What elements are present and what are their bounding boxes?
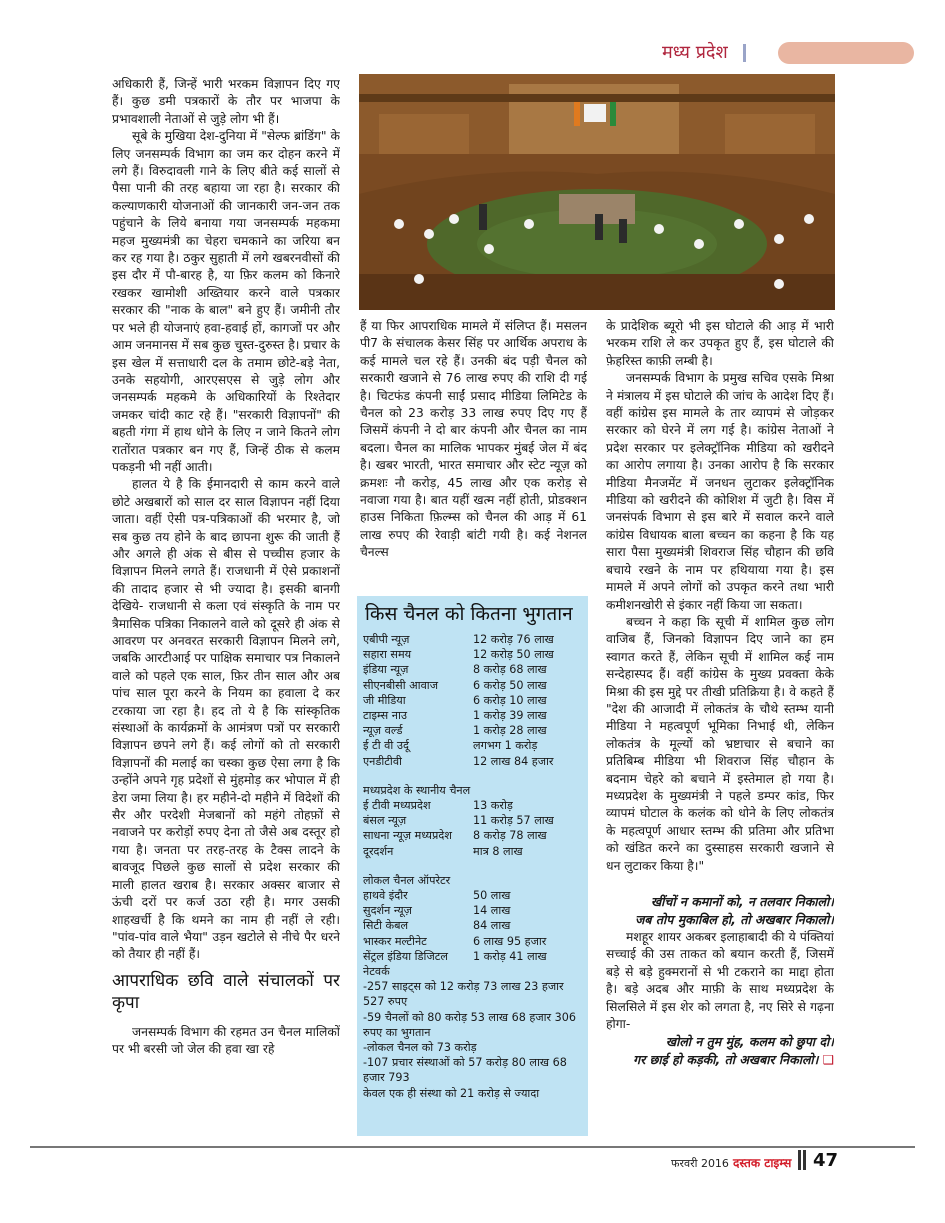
channel-amount: मात्र 8 लाख: [473, 844, 523, 858]
table-row: [363, 903, 582, 918]
issue-date: फरवरी 2016: [671, 1157, 729, 1170]
note-line: -107 प्रचार संस्थाओं को 57 करोड़ 80 लाख 68 हजार 793: [363, 1056, 567, 1085]
note-line: -59 चैनलों को 80 करोड़ 53 लाख 68 हजार 306 रुपए का भुगतान: [363, 1010, 577, 1039]
paragraph: के प्रादेशिक ब्यूरो भी इस घोटाले की आड़ में भारी भरकम राशि ले कर उपकृत हुए हैं, इस घोटाले की फ़ेहरिस्त काफ़ी लम्बी है।: [606, 319, 834, 368]
channel-name: जी मीडिया: [363, 693, 406, 707]
channel-amount: 6 करोड़ 50 लाख: [473, 678, 547, 692]
subheading: आपराधिक छवि वाले संचालकों पर कृपा: [112, 970, 340, 1013]
table-row: [363, 723, 582, 738]
channel-name: हाथवे इंदौर: [363, 889, 408, 903]
paragraph: बच्चन ने कहा कि सूची में शामिल कुछ लोग वाजिब हैं, जिनको विज्ञापन दिए जाने का हम स्वागत करते हैं, लेकिन सूची में शामिल कई नाम सन्देहास्पद हैं। वहीं कांग्रेस के मुख्य प्रवक्ता केके मिश्रा की इस मुद्दे पर तीखी प्रतिक्रिया है। वे कहते हैं "देश की आजादी में लोकतंत्र के चौथे स्तम्भ यानी मीडिया ने महत्वपूर्ण भूमिका निभाई थी, लेकिन लोकतंत्र के मूल्यों को भ्रष्टाचार से बचाने का प्रतिबिम्ब मीडिया भी शिवराज सिंह चौहान के बदनाम चेहरे को बचाने में इस्तेमाल हो गया है। मध्यप्रदेश के मुख्यमंत्री ने पहले डम्पर कांड, फिर व्यापमं घोटाल के कलंक को धोने के लिए लोकतंत्र के महत्वपूर्ण आधार स्तम्भ की प्रतिमा और प्रतिभा को खंडित करने का दुस्साहस सरकारी खजाने से धन लुटाकर किया है।": [606, 614, 834, 873]
table-row: [363, 844, 582, 859]
channel-amount: 13 करोड़: [473, 799, 513, 813]
table-row: [363, 647, 582, 662]
table-row: [363, 828, 582, 843]
paragraph: अधिकारी हैं, जिन्हें भारी भरकम विज्ञापन दिए गए हैं। कुछ डमी पत्रकारों के तौर पर भाजपा के प्रभावशाली नेताओं से जुड़े लोग भी हैं।: [112, 77, 340, 126]
payment-notes: [357, 979, 588, 1101]
channel-amount: 84 लाख: [473, 919, 511, 933]
channel-name: न्यूज़ वर्ल्ड: [363, 724, 403, 738]
table-row: [363, 678, 582, 693]
state-channels-heading: मध्यप्रदेश के स्थानीय चैनल: [363, 783, 471, 797]
table-row: [363, 934, 582, 949]
paragraph: मशहूर शायर अकबर इलाहाबादी की ये पंक्तियां सच्चाई की उस ताकत को बयान करती हैं, जिसमें बड़े से बड़े हुक्मरानों से भी टकराने का माद्दा होता है। बड़े अदब और माफ़ी के साथ मध्यप्रदेश के सिलसिले में इस शेर को लगता है, नए सिरे से गढ़ना होगा-: [606, 930, 834, 1032]
table-row: [363, 754, 582, 769]
channel-amount: 14 लाख: [473, 904, 511, 918]
assembly-hall-photo: [359, 74, 835, 310]
table-row: [363, 949, 582, 964]
spacer: [606, 875, 834, 893]
channel-amount: लगभग 1 करोड़: [473, 739, 538, 753]
section-divider: [743, 44, 746, 62]
couplet-line-with-end: [606, 1051, 834, 1069]
table-row: [363, 798, 582, 813]
channel-amount: 12 करोड़ 76 लाख: [473, 633, 554, 646]
page-number: 47: [813, 1150, 839, 1171]
channel-name: ई टीवी मध्यप्रदेश: [363, 799, 431, 813]
paragraph: हालत ये है कि ईमानदारी से काम करने वाले छोटे अखबारों को साल दर साल विज्ञापन नहीं दिया जाता। वहीं ऐसी पत्र-पत्रिकाओं की भरमार है, जो सब कुछ तय होने के बाद छापना शुरू की जाती हैं और अगले ही अंक से बीस से पच्चीस हजार के विज्ञापन मिलने लगते हैं। राजधानी में ऐसे प्रकाशनों की तादाद हजार से भी ज्यादा है। इसकी बानगी देखिये- राजधानी से कला एवं संस्कृति के नाम पर त्रैमासिक पत्रिका निकालने वाले को दूसरे ही अंक से आवरण पर अनवरत सरकारी विज्ञापन मिलने लगे, जबकि आरटीआई पर पाक्षिक समाचार पत्र निकालने वाले को पहले एक साल, फ़िर तीन साल और अब पांच साल पूरा करने के नियम का हवाला दे कर टरकाया जा रहा है। हद तो ये है कि सांस्कृतिक संस्थाओं के कार्यक्रमों के आमंत्रण पत्रों पर सरकारी विज्ञापन छपने लगे हैं। कई लोगों को तो सरकारी विज्ञापनों की मलाई का चस्का कुछ ऐसा लगा है कि उन्होंने अपने गृह प्रदेशों से मुंहमोड़ कर भोपाल में ही डेरा जमा लिया है। हर महीने-दो महीने में विदेशों की सैर और परदेशी मेजबानों को महंगे तोहफ़ों से नवाजने पर करोड़ों रुपए देना तो जैसे अब दस्तूर हो गया है। जनता पर तरह-तरह के टैक्स लादने के बावजूद पिछले कुछ सालों से प्रदेश सरकार की माली हालत खराब है। सरकार अक्सर बाजार से ऊंची दरों पर कर्ज उठा रही है। मगर उसकी शाहखर्ची है कि थमने का नाम ही नहीं ले रही। "पांव-पांव वाले भैया" उड़न खटोले से नीचे पैर धरने को तैयार ही नहीं हैं।: [112, 477, 340, 962]
channel-name: दूरदर्शन: [363, 844, 394, 858]
table-row: [363, 738, 582, 753]
channel-name: सिटी केबल: [363, 919, 409, 933]
section-pill-decoration: [778, 42, 914, 64]
table-row: [363, 693, 582, 708]
table-row: [363, 813, 582, 828]
channel-name: सहारा समय: [363, 648, 412, 662]
network-label: नेटवर्क: [363, 965, 390, 979]
couplet-line: खोलो न तुम मुंह, कलम को छुपा दो।: [665, 1034, 834, 1050]
end-mark-icon: ❑: [822, 1052, 834, 1068]
couplet-line: जब तोप मुकाबिल हो, तो अखबार निकालो।: [635, 912, 834, 927]
channel-name: बंसल न्यूज़: [363, 814, 407, 828]
paragraph: सूबे के मुखिया देश-दुनिया में "सेल्फ ब्रांडिंग" के लिए जनसम्पर्क विभाग का जम कर दोहन करने में लगे हैं। विरुदावली गाने के लिए बीते कई सालों से पैसा पानी की तरह बहाया जा रहा है। सरकार की कल्याणकारी योजनाओं की जानकारी जन-जन तक पहुंचाने के लिये बनाया गया जनसम्पर्क महकमा महज मुख्यमंत्री का चेहरा चमकाने का जरिया बन कर रह गया है। ठकुर सुहाती में लगे खबरनवीसों की इस दौर में पौ-बारह है, या फ़िर कलम को किनारे रखकर खामोशी अख्तियार करने वाले पत्रकार सरकार की "नाक के बाल" बने हुए हैं। जमीनी तौर पर भले ही योजनाएं हवा-हवाई हों, कागजों पर और आम जनमानस में सब कुछ चुस्त-दुरुस्त है। प्रचार के इस खेल में सत्ताधारी दल के तमाम छोटे-बड़े नेता, उनके सहयोगी, आरएसएस से जुड़े लोग और जनसम्पर्क महकमे के अधिकारियों के रिश्तेदार जमकर चांदी काट रहे हैं। "सरकारी विज्ञापनों" की बहती गंगा में हाथ धोने के लिए न जाने कितने लोग रातोंरात पत्रकार बन गए हैं, जिन्हें ठीक से कलम पकड़नी भी नहीं आती।: [112, 129, 340, 474]
couplet-text: गर छाई हो कड़की, तो अखबार निकालो।: [633, 1052, 819, 1068]
paragraph: जनसम्पर्क विभाग की रहमत उन चैनल मालिकों पर भी बरसी जो जेल की हवा खा रहे: [112, 1024, 340, 1057]
channel-name: एनडीटीवी: [363, 754, 402, 768]
assembly-hall-illustration: [359, 74, 835, 310]
table-row: [363, 632, 582, 647]
column-3: [606, 318, 834, 1138]
channel-amount: 8 करोड़ 78 लाख: [473, 829, 547, 843]
channel-name: एबीपी न्यूज़: [363, 633, 410, 646]
channel-amount: 50 लाख: [473, 889, 511, 903]
channel-amount: 6 करोड़ 10 लाख: [473, 693, 547, 707]
channel-name: सेंट्रल इंडिया डिजिटल: [363, 949, 448, 963]
channel-amount: 12 करोड़ 50 लाख: [473, 648, 554, 662]
couplet-line: खींचों न कमानों को, न तलवार निकालो।: [650, 894, 834, 909]
channel-amount: 12 लाख 84 हजार: [473, 754, 554, 768]
local-operators-heading: लोकल चैनल ऑपरेटर: [363, 873, 451, 887]
note-line: -257 साइट्स को 12 करोड़ 73 लाख 23 हजार 527 रुपए: [363, 980, 564, 1009]
footer-bars-decoration: [798, 1150, 808, 1170]
infobox-title: किस चैनल को कितना भुगतान: [365, 603, 573, 625]
channel-name: इंडिया न्यूज़: [363, 663, 409, 677]
channel-name: सुदर्शन न्यूज़: [363, 904, 412, 918]
section-label: मध्य प्रदेश: [662, 42, 728, 63]
channel-name: सीएनबीसी आवाज: [363, 678, 439, 692]
note-line: -लोकल चैनल को 73 करोड़: [363, 1041, 477, 1055]
table-row: [363, 888, 582, 903]
table-row: [363, 662, 582, 677]
column-1: [112, 76, 340, 1136]
column-2: [360, 318, 587, 580]
channel-name: भास्कर मल्टीनेट: [363, 934, 427, 948]
table-row: [363, 918, 582, 933]
channel-name: टाइम्स नाउ: [363, 709, 408, 723]
channel-amount: 1 करोड़ 39 लाख: [473, 709, 547, 723]
payment-infobox: [357, 596, 588, 1136]
channel-amount: 1 करोड़ 28 लाख: [473, 724, 547, 738]
paragraph: हैं या फिर आपराधिक मामले में संलिप्त हैं। मसलन पी7 के संचालक केसर सिंह पर आर्थिक अपराध के कई मामले चल रहे हैं। उनकी बंद पड़ी चैनल को सरकारी खजाने से 76 लाख रुपए की राशि दी गई है। चिटफंड कंपनी साईं प्रसाद मीडिया लिमिटेड के चैनल को 23 करोड़ 33 लाख रुपए दिए गए हैं जिसमें कंपनी ने दो बार कंपनी और चैनल का नाम बदला। चैनल का मालिक भापकर मुंबई जेल में बंद है। खबर भारती, भारत समाचार और स्टेट न्यूज़ को क्रमशः नौ करोड़, 45 लाख और एक करोड़ से नवाजा गया है। बात यहीं खत्म नहीं होती, प्रोडक्शन हाउस निकिता फ़िल्म्स को चैनल की आड़ में 61 लाख रुपए की रेवाड़ी बांटी गयी है। कई नेशनल चैनल्स: [360, 319, 587, 560]
channel-name: ई टी वी उर्दू: [363, 739, 409, 753]
national-channels-list: [357, 632, 588, 979]
channel-name: साधना न्यूज़ मध्यप्रदेश: [363, 829, 452, 843]
channel-amount: 6 लाख 95 हजार: [473, 934, 547, 948]
note-line: केवल एक ही संस्था को 21 करोड़ से ज्यादा: [363, 1086, 540, 1100]
paragraph: जनसम्पर्क विभाग के प्रमुख सचिव एसके मिश्रा ने मंत्रालय में इस घोटाले की जांच के आदेश दिए हैं। वहीं कांग्रेस इस मामले के तार व्यापमं से जोड़कर सरकार को घेरने में लग गई है। कांग्रेस नेताओं ने प्रदेश सरकार पर इलेक्ट्रॉनिक मीडिया को खरीदने का आरोप लगाया है। उनका आरोप है कि सरकार मीडिया मैनजमेंट में जनधन लुटाकर इलेक्ट्रॉनिक मीडिया को खरीदने की कोशिश में जुटी है। विस में जनसंपर्क विभाग से इस बारे में सवाल करने वाले कांग्रेस विधायक बाला बच्चन का कहना है कि यह सारा पैसा मुख्यमंत्री शिवराज सिंह चौहान की छवि बचाये रखने के नाम पर हथियाया गया है। इस मामले में अपने लोगों को उपकृत करने तथा भारी कमीशनखोरी से इंकार नहीं किया जा सकता।: [606, 371, 834, 612]
magazine-brand: दस्तक टाइम्स: [733, 1156, 792, 1170]
channel-amount: 1 करोड़ 41 लाख: [473, 949, 547, 963]
table-row: [363, 708, 582, 723]
channel-amount: 11 करोड़ 57 लाख: [473, 814, 554, 828]
channel-amount: 8 करोड़ 68 लाख: [473, 663, 547, 677]
footer-rule: [30, 1146, 915, 1148]
